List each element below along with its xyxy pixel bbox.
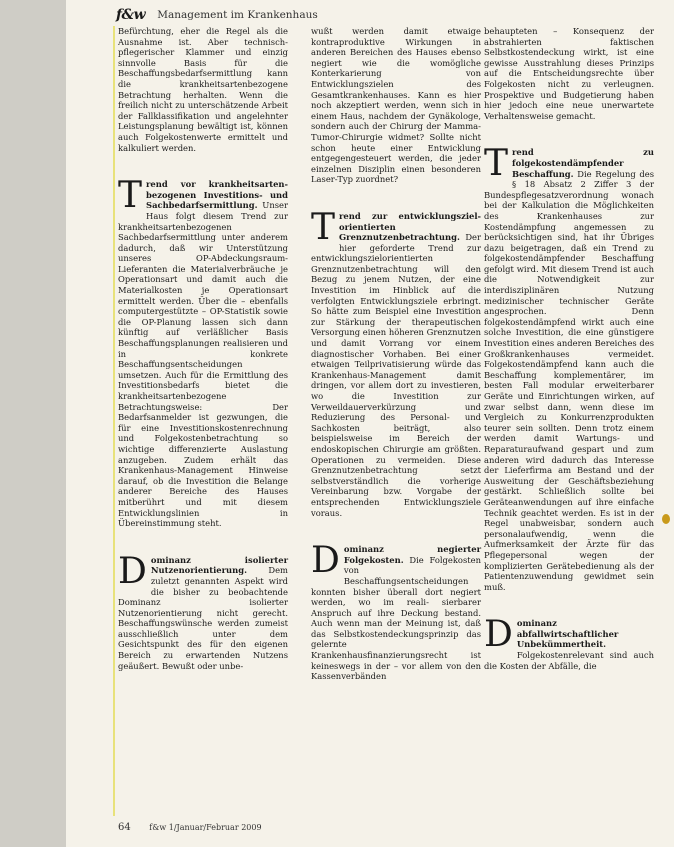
section-body: Der hier geforderte Trend zur entwicklungszielorientierten Grenznutzenbetrachtung will den Bezug zu jenem Nutzen, der eine Investition im Hinblick auf die verfolgten Entwicklungsziele erbringt. So hätte zum Beispiel eine Investition zur Stärkung der therapeutischen Versorgung einen höheren Grenznutzen und damit Vorrang vor einem diagnostischer Vorhaben. Bei einer etwaigen Teilprivatisierung würde das Krankenhaus-Management damit dringen, vor allem dort zu investieren, wo die Investition zur Verweildauerverkürzung und Reduzierung des Personal- und Sachkosten beiträgt, also beispielsweise im Bereich der endoskopischen Chirurgie am größten. Operationen zu vermeiden. Diese Grenznutzenbetrachtung setzt selbstverständlich die vorherige Vereinbarung bzw. Vorgabe der entsprechenden Entwicklungsziele voraus. xyxy=(311,232,481,518)
drop-cap: D xyxy=(484,614,513,656)
section-heading: rend vor krankheitsarten-bezogenen Investitions- und Sachbedarfsermittlung. xyxy=(146,179,288,211)
section-heading: ominanz negierter Folgekosten. xyxy=(343,544,481,565)
section-body: Unser Haus folgt diesem Trend zur krankheitsartenbezogenen Sachbedarfsermittlung unter anderem dadurch, daß wir Unterstützung unseres OP-Abdeckungsraum-Lieferanten die Materialverbräuche je Operationsart und damit auch die Materialkosten je Operationsart ermittelt werden. Über die – ebenfalls computergestützte – OP-Statistik sowie die OP-Planung lassen sich dann künftig auf verläßlicher Basis Beschaffungsplanungen realisieren und in konkrete Beschaffungsentscheidungen umsetzen. Auch für die Ermittlung des Investitionsbedarfs bietet die krankheitsartenbezogene Betrachtungsweise: Der Bedarfsanmelder ist gezwungen, die für eine Investitionskostenrechnung und Folgekostenbetrachtung so wichtige differenzierte Auslastung anzugeben. Zudem erhält das Krankenhaus-Management Hinweise darauf, ob die Investition die Belange anderer Bereiche des Hauses mitberührt und mit diesem Entwicklungslinien in Übereinstimmung steht. xyxy=(118,200,288,529)
article-section xyxy=(484,614,654,671)
text-column-3 xyxy=(484,26,654,671)
section-heading: ominanz abfallwirtschaftlicher Unbekümmertheit. xyxy=(516,618,619,650)
section-body: Die Folgekosten von Beschaffungsentscheidungen konnten bisher überall dort negiert werden, wo im reali- sierbarer Anspruch auf ihre Deckung bestand. Auch wenn man der Meinung ist, daß das Selbstkostendeckungsprinzip das gelernte Krankenhausfinanzierungsrecht ist keineswegs in der – vor allem von den Kassenverbänden xyxy=(311,554,481,682)
drop-cap: D xyxy=(118,550,147,592)
page-number: 64 xyxy=(118,822,131,833)
article-section xyxy=(311,206,481,518)
article-section xyxy=(311,540,481,682)
journal-logo: f&w xyxy=(116,7,146,23)
drop-cap: T xyxy=(311,206,336,248)
page-header xyxy=(116,4,318,26)
section-title: Management im Krankenhaus xyxy=(157,9,318,21)
margin-highlight xyxy=(113,26,115,816)
body-paragraph: wußt werden damit etwaige kontraproduktive Wirkungen in anderen Bereichen des Hauses ebenso negiert wie die womögliche Konterkarierung von Entwicklungszielen des Gesamtkrankenhauses. Kann es hier noch akzeptiert werden, wenn sich in einem Haus, nachdem der Gynäkologe, sondern auch der Chirurg der Mamma-Tumor-Chirurgie widmet? Sollte nicht schon heute einer Entwicklung entgegengesteuert werden, die jeder einzelnen Disziplin einen besonderen Laser-Typ zuordnet? xyxy=(311,26,481,185)
section-heading: ominanz isolierter Nutzenorientierung. xyxy=(150,554,288,576)
drop-cap: T xyxy=(484,143,509,185)
section-body: Dem zuletzt genannten Aspekt wird die bisher zu beobachtende Dominanz isolierter Nutzenorientierung nicht gerecht. Beschaffungswünsche werden zumeist ausschließlich unter dem Gesichtspunkt des für den eigenen Bereich zu erwartenden Nutzens geäußert. Bewußt oder unbe- xyxy=(118,565,288,671)
text-column-1 xyxy=(118,26,288,671)
text-column-2 xyxy=(311,26,481,682)
article-section xyxy=(118,550,288,672)
section-body: Folgekostenrelevant sind auch die Kosten der Abfälle, die xyxy=(484,650,654,671)
body-paragraph: behaupteten – Konsequenz der abstrahierten faktischen Selbstkostendeckung wirkt, ist eine gewisse Ausstrahlung dieses Prinzips auf die Entscheidungsrechte über Folgekosten nicht zu verleugnen. Prospektive und Budgetierung haben hier jedoch eine neue unerwartete Verhaltensweise gemacht. xyxy=(484,26,654,121)
margin-marker xyxy=(662,514,670,524)
journal-reference: f&w 1/Januar/Februar 2009 xyxy=(149,823,262,832)
drop-cap: D xyxy=(311,540,340,582)
section-heading: rend zu folgekostendämpfender Beschaffung. xyxy=(512,147,654,179)
article-section xyxy=(118,175,288,529)
drop-cap: T xyxy=(118,175,143,217)
body-paragraph: Befürchtung, eher die Regel als die Ausnahme ist. Aber technisch-pflegerischer Klammer und einzig sinnvolle Basis für die Beschaffungsbedarfsermittlung kann die krankheitsartenbezogene Betrachtung herhalten. Wenn die freilich nicht zu unterschätzende Arbeit der Fallklassifikation und angelehnter Leistungsplanung bewältigt ist, können auch Folgekostenwerte ermittelt und kalkuliert werden. xyxy=(118,26,288,153)
page-footer xyxy=(118,822,278,833)
document-page xyxy=(66,0,674,847)
section-body: Die Regelung des § 18 Absatz 2 Ziffer 3 der Bundespflegesatzverordnung wonach bei der Kalkulation die Möglichkeiten des Krankenhauses zur Kostendämpfung angemessen zu berücksichtigen sind, hat ihr Übriges dazu beigetragen, daß ein Trend zu folgekostendämpfender Beschaffung gefolgt wird. Mit diesem Trend ist auch die Notwendigkeit zur interdisziplinären Nutzung medizinischer technischer Geräte angesprochen. Denn folgekostendämpfend wirkt auch eine solche Investition, die eine günstigere Investition eines anderen Bereiches des Großkrankenhauses vermeidet. Folgekostendämpfend kann auch die Beschaffung komplementärer, im besten Fall modular erweiterbarer Geräte und Einrichtungen wirken, auf zwar selbst dann, wenn diese im Vergleich zu Konkurrenzprodukten teurer sein sollten. Denn trotz einem werden damit Wartungs- und Reparaturaufwand gespart und zum anderen wird dadurch das Interesse der Lieferfirma am Bestand und der Ausweitung der Geschäftsbeziehung gestärkt. Schließlich sollte bei Geräteanwendungen auf ihre einfache Technik geachtet werden. Es ist in der Regel unabweisbar, sondern auch personalaufwendig, wenn die Aufmerksamkeit der Ärzte für das Pflegepersonal wegen der komplizierten Gerätebedienung als der Patientenzuwendung gewidmet sein muß. xyxy=(484,168,654,592)
section-heading: rend zur entwicklungsziel-orientierten Grenznutzenbetrachtung. xyxy=(339,210,481,243)
article-section xyxy=(484,143,654,592)
